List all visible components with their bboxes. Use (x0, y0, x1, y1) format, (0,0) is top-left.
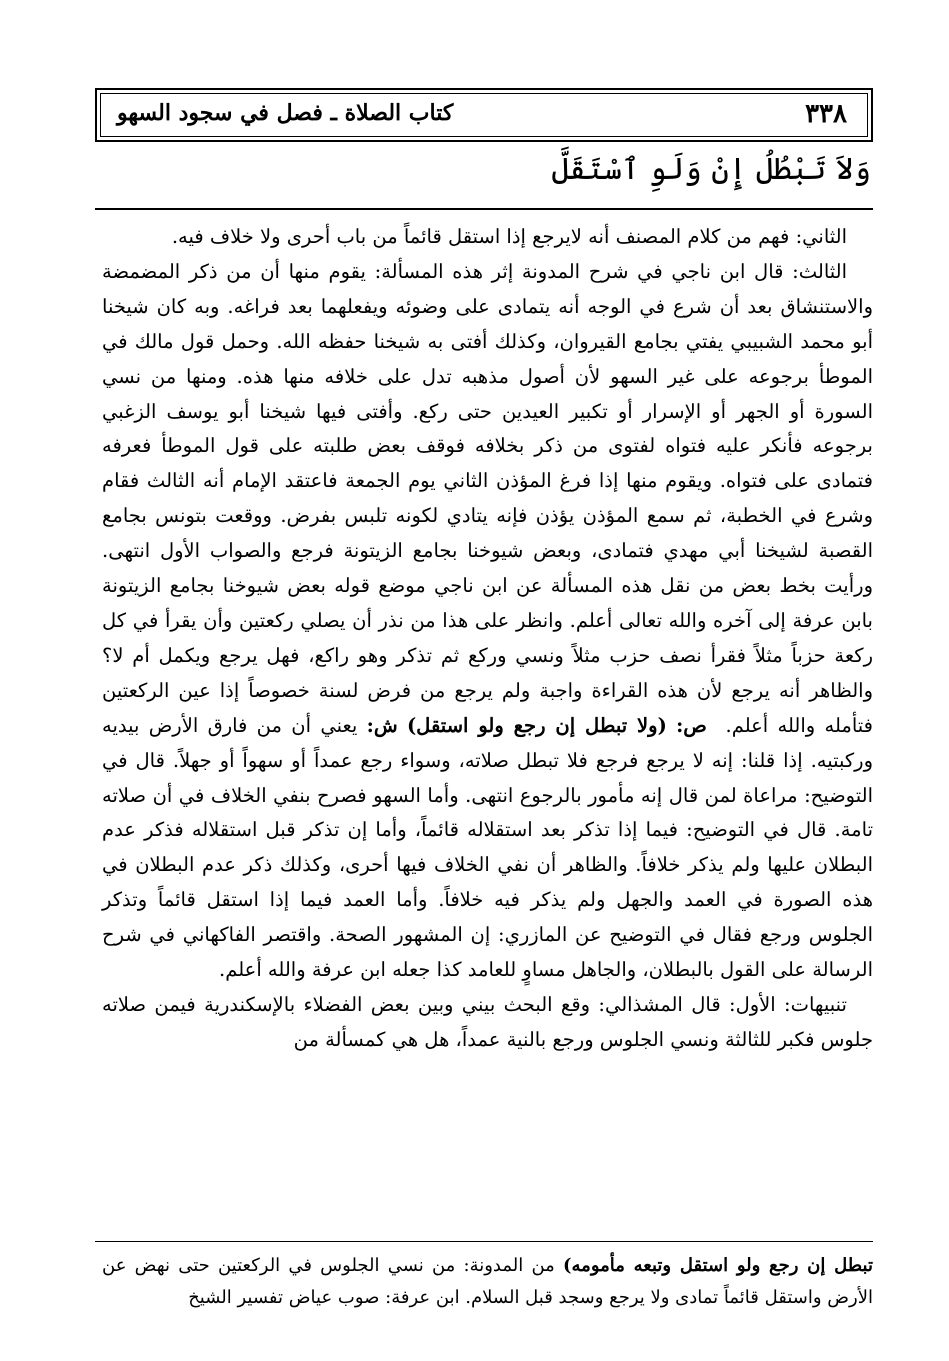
sharh-marker: ش: (366, 713, 398, 737)
sad-marker: ص: (676, 713, 707, 737)
paragraph-second: الثاني: فهم من كلام المصنف أنه لايرجع إذا استقل قائماً من باب أحرى ولا خلاف فيه. (171, 225, 847, 248)
commentary-body (102, 220, 873, 1058)
footnote-text: من المدونة: من نسي الجلوس في الركعتين حتى نهض عن الأرض واستقل قائماً تمادى ولا يرجع وسجد قبل السلام. ابن عرفة: صوب عياض تفسير الشيخ (102, 1255, 873, 1308)
page-header (95, 88, 873, 142)
paragraph-notes: تنبيهات: الأول: قال المشذالي: وقع البحث بيني وبين بعض الفضلاء بالإسكندرية فيمن صلاته جلوس فكبر للثالثة ونسي الجلوس ورجع بالنية عمداً، هل هي كمسألة من (102, 992, 873, 1051)
page-number: ٣٣٨ (805, 99, 847, 129)
running-title: كتاب الصلاة ـ فصل في سجود السهو (117, 100, 454, 126)
paragraph-third-tail: يعني أن من فارق الأرض بيديه وركبتيه. إذا قلنا: إنه لا يرجع فرجع فلا تبطل صلاته، وسواء رجع عمداً أو سهواً أو جهلاً. قال في التوضيح: مراعاة لمن قال إنه مأمور بالرجوع انتهى. وأما السهو فصرح بنفي الخلاف في أن صلاته تامة. قال في التوضيح: فيما إذا تذكر بعد استقلاله قائماً، وأما إن تذكر قبل استقلاله فذكر عدم البطلان عليها ولم يذكر خلافاً. والظاهر أن نفي الخلاف فيها أحرى، وكذلك ذكر عدم البطلان في هذه الصورة في العمد والجهل ولم يذكر فيه خلافاً. وأما العمد فيما إذا استقل قائماً وتذكر الجلوس ورجع فقال في التوضيح عن المازري: إن المشهور الصحة. واقتصر الفاكهاني في شرح الرسالة على القول بالبطلان، والجاهل مساوٍ للعامد كذا جعله ابن عرفة والله أعلم. (102, 713, 873, 982)
footnote-quote: تبطل إن رجع ولو استقل وتبعه مأمومه) (563, 1255, 873, 1276)
paragraph-third-text: الثالث: قال ابن ناجي في شرح المدونة إثر هذه المسألة: يقوم منها أن من ذكر المضمضة والاستنشاق بعد أن شرع في الوجه أنه يتمادى على وضوئه ويفعلهما بعد فراغه. وبه كان شيخنا أبو محمد الشبيبي يفتي بجامع القيروان، وكذلك أفتى به شيخنا حفظه الله. وحمل قول مالك في الموطأ برجوعه على غير السهو لأن أصول مذهبه تدل على خلافه منها هذه. ومنها من نسي السورة أو الجهر أو الإسرار أو تكبير العيدين حتى ركع. وأفتى فيها شيخنا أبو يوسف الزغبي برجوعه فأنكر عليه فتواه لفتوى من ذكر بخلافه فوقف بعض طلبته على قول الموطأ فعرفه فتمادى على فتواه. ويقوم منها إذا فرغ المؤذن الثاني يوم الجمعة فاعتقد الإمام أنه الثالث فقام وشرع في الخطبة، ثم سمع المؤذن يؤذن فإنه يتادي لكونه تلبس بفرض. ووقعت بتونس بجامع القصبة لشيخنا أبي مهدي فتمادى، وبعض شيوخنا بجامع الزيتونة فرجع والصواب الأول انتهى. ورأيت بخط بعض من نقل هذه المسألة عن ابن ناجي موضع قوله بعض شيوخنا بجامع الزيتونة بابن عرفة إلى آخره والله تعالى أعلم. وانظر على هذا من نذر أن يصلي ركعتين وأن يقرأ في كل ركعة حزباً مثلاً فقرأ نصف حزب مثلاً ونسي وركع ثم تذكر وهو راكع، فهل يرجع ويكمل أم لا؟ والظاهر أنه يرجع لأن هذه القراءة واجبة ولم يرجع من فرض لسنة خصوصاً إذا عين الركعتين فتأمله والله أعلم. (102, 259, 874, 737)
matn-quote: (ولا تبطل إن رجع ولو استقل) (406, 713, 667, 737)
header-rule (95, 208, 873, 210)
matn-text: وَلاَ تَبْطُلُ إِنْ وَلَوِ ٱسْتَقَلَّ (551, 152, 871, 187)
footnote-rule (95, 1241, 873, 1242)
footnote-paragraph (102, 1250, 873, 1314)
footnote (102, 1250, 873, 1314)
paragraph-third (102, 255, 873, 988)
